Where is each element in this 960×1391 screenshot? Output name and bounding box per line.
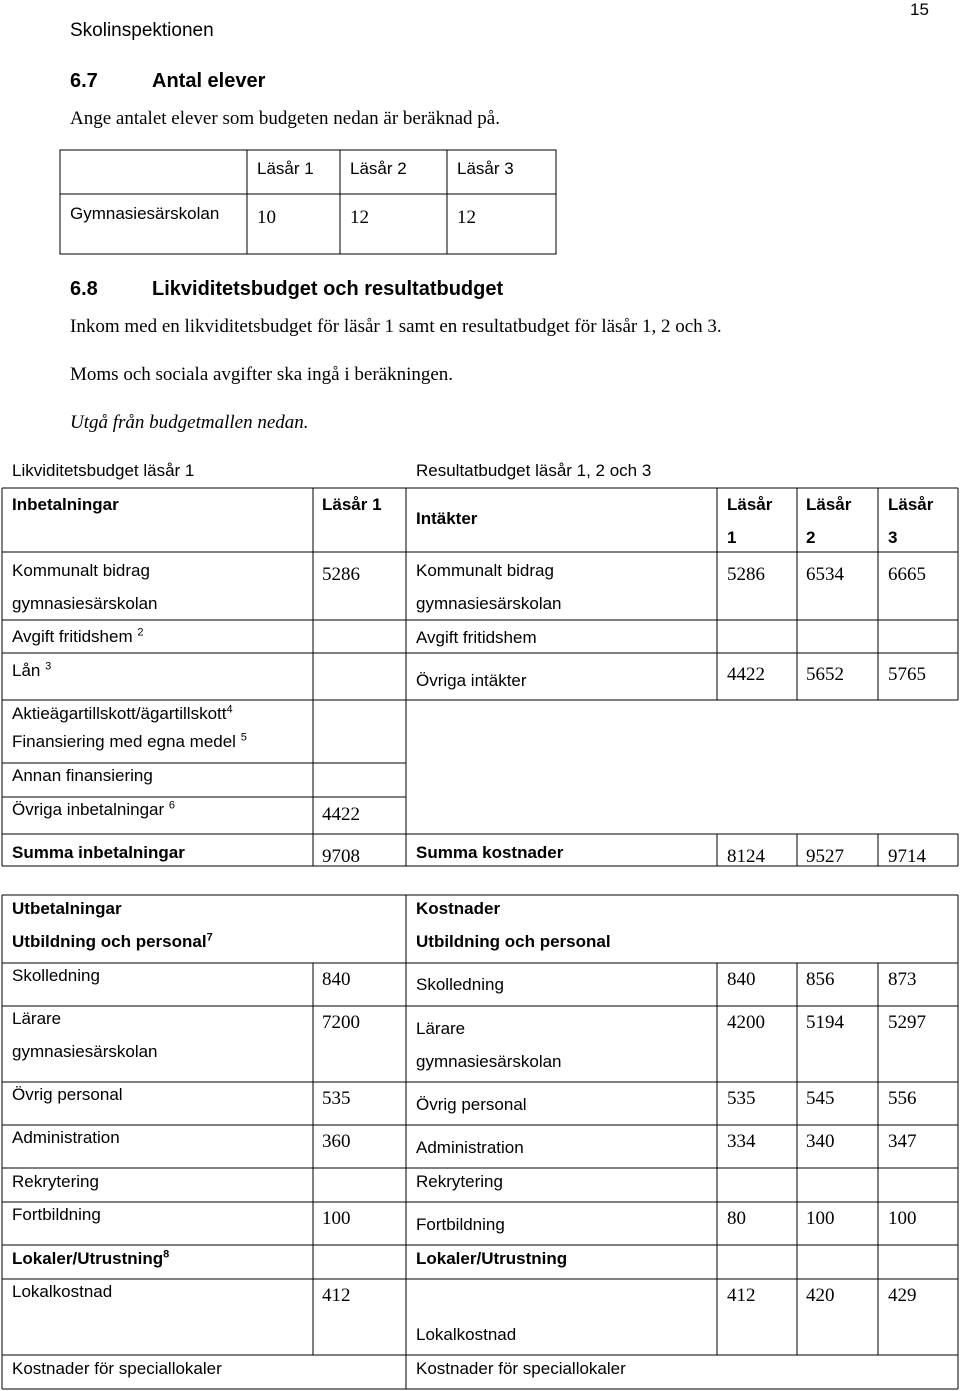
speciallokaler-label: Kostnader för speciallokaler — [12, 1359, 222, 1378]
res-ovriga-intakter-l3: 5765 — [888, 664, 926, 685]
ovriga-inbetalningar-value: 4422 — [322, 804, 360, 825]
kost-ovrig-personal-l3: 556 — [888, 1088, 917, 1109]
lokalkostnad-value: 412 — [322, 1285, 351, 1306]
label-text: Övriga inbetalningar — [12, 800, 165, 819]
section-6-8-paragraph-3: Utgå från budgetmallen nedan. — [70, 412, 309, 433]
kost-lokalkostnad-l2: 420 — [806, 1285, 835, 1306]
kost-administration-l1: 334 — [727, 1131, 756, 1152]
res-col-1-header-num: 1 — [727, 528, 737, 547]
administration-value: 360 — [322, 1131, 351, 1152]
col-header-lasar-3: Läsår 3 — [457, 159, 514, 178]
res-col-2-header-num: 2 — [806, 528, 816, 547]
utbildning-personal-header — [12, 925, 213, 958]
section-6-8-heading — [70, 278, 503, 301]
finansiering-egna-medel-label — [12, 725, 247, 758]
kost-fortbildning-l1: 80 — [727, 1208, 746, 1229]
summa-inbetalningar-value: 9708 — [322, 846, 360, 867]
label-text: Finansiering med egna medel — [12, 732, 236, 751]
avgift-fritidshem-label — [12, 620, 143, 653]
section-6-7-text: Ange antalet elever som budgeten nedan är beräknad på. — [70, 108, 500, 129]
kost-administration-l2: 340 — [806, 1131, 835, 1152]
summa-kostnader-label: Summa kostnader — [416, 843, 564, 862]
kost-administration-label: Administration — [416, 1138, 524, 1157]
larare-value: 7200 — [322, 1012, 360, 1033]
kost-ovrig-personal-l1: 535 — [727, 1088, 756, 1109]
kost-fortbildning-l2: 100 — [806, 1208, 835, 1229]
kost-utbildning-personal-header: Utbildning och personal — [416, 932, 611, 951]
label-text: Utbildning och personal — [12, 932, 207, 951]
section-number: 6.7 — [70, 70, 98, 92]
administration-label: Administration — [12, 1128, 120, 1147]
footnote-ref: 8 — [163, 1248, 170, 1261]
value-lasar-1: 10 — [257, 207, 276, 228]
kommunalt-bidrag-label-line2: gymnasiesärskolan — [12, 594, 158, 613]
kost-administration-l3: 347 — [888, 1131, 917, 1152]
res-ovriga-intakter-l2: 5652 — [806, 664, 844, 685]
larare-label-line2: gymnasiesärskolan — [12, 1042, 158, 1061]
label-text: Aktieägartillskott/ägartillskott — [12, 704, 227, 723]
likviditetsbudget-title: Likviditetsbudget läsår 1 — [12, 461, 195, 480]
kost-skolledning-l1: 840 — [727, 969, 756, 990]
kost-ovrig-personal-label: Övrig personal — [416, 1095, 527, 1114]
kommunalt-bidrag-value: 5286 — [322, 564, 360, 585]
rekrytering-label: Rekrytering — [12, 1172, 99, 1191]
kost-lokaler-utrustning-header: Lokaler/Utrustning — [416, 1249, 568, 1268]
kost-fortbildning-l3: 100 — [888, 1208, 917, 1229]
kostnader-header: Kostnader — [416, 899, 501, 918]
footnote-ref: 2 — [137, 626, 144, 639]
kost-larare-l1: 4200 — [727, 1012, 765, 1033]
kost-larare-label: Lärare — [416, 1019, 466, 1038]
kost-ovrig-personal-l2: 545 — [806, 1088, 835, 1109]
res-kommunalt-bidrag-l3: 6665 — [888, 564, 926, 585]
section-number: 6.8 — [70, 278, 98, 300]
kost-lokalkostnad-label: Lokalkostnad — [416, 1325, 517, 1344]
section-title: Antal elever — [152, 70, 266, 92]
lasar-1-header: Läsår 1 — [322, 495, 382, 514]
footnote-ref: 5 — [240, 731, 247, 744]
label-text: Lån — [12, 661, 41, 680]
inbetalningar-header: Inbetalningar — [12, 495, 119, 514]
kost-lokalkostnad-l3: 429 — [888, 1285, 917, 1306]
resultatbudget-title: Resultatbudget läsår 1, 2 och 3 — [416, 461, 652, 480]
annan-finansiering-label: Annan finansiering — [12, 766, 153, 785]
label-text: Avgift fritidshem — [12, 627, 133, 646]
res-kommunalt-bidrag-l1: 5286 — [727, 564, 765, 585]
fortbildning-label: Fortbildning — [12, 1205, 101, 1224]
kost-skolledning-label: Skolledning — [416, 975, 504, 994]
col-header-lasar-1: Läsår 1 — [257, 159, 314, 178]
section-title: Likviditetsbudget och resultatbudget — [152, 278, 504, 300]
lan-label — [12, 654, 51, 687]
res-ovriga-intakter-l1: 4422 — [727, 664, 765, 685]
lokaler-utrustning-header — [12, 1242, 169, 1275]
col-header-lasar-2: Läsår 2 — [350, 159, 407, 178]
kost-larare-l2: 5194 — [806, 1012, 844, 1033]
larare-label: Lärare — [12, 1009, 62, 1028]
section-6-8-paragraph-1: Inkom med en likviditetsbudget för läsår 1 samt en resultatbudget för läsår 1, 2 och 3. — [70, 316, 722, 337]
skolledning-value: 840 — [322, 969, 351, 990]
fortbildning-value: 100 — [322, 1208, 351, 1229]
ovrig-personal-label: Övrig personal — [12, 1085, 123, 1104]
skolledning-label: Skolledning — [12, 966, 100, 985]
res-col-3-header: Läsår — [888, 495, 934, 514]
kommunalt-bidrag-label: Kommunalt bidrag — [12, 561, 150, 580]
footnote-ref: 7 — [206, 931, 213, 944]
kost-speciallokaler-label: Kostnader för speciallokaler — [416, 1359, 626, 1378]
value-lasar-2: 12 — [350, 207, 369, 228]
summa-kostnader-l1: 8124 — [727, 846, 765, 867]
ovrig-personal-value: 535 — [322, 1088, 351, 1109]
kost-fortbildning-label: Fortbildning — [416, 1215, 505, 1234]
kost-lokalkostnad-l1: 412 — [727, 1285, 756, 1306]
kost-larare-label-line2: gymnasiesärskolan — [416, 1052, 562, 1071]
res-col-3-header-num: 3 — [888, 528, 898, 547]
kost-skolledning-l3: 873 — [888, 969, 917, 990]
footnote-ref: 4 — [226, 703, 233, 716]
value-lasar-3: 12 — [457, 207, 476, 228]
kost-skolledning-l2: 856 — [806, 969, 835, 990]
page-number: 15 — [910, 0, 929, 19]
row-label-gymnasiesarskolan: Gymnasiesärskolan — [70, 204, 220, 223]
utbetalningar-header: Utbetalningar — [12, 899, 122, 918]
summa-kostnader-l3: 9714 — [888, 846, 926, 867]
res-col-2-header: Läsår — [806, 495, 852, 514]
kost-larare-l3: 5297 — [888, 1012, 926, 1033]
kost-rekrytering-label: Rekrytering — [416, 1172, 503, 1191]
res-kommunalt-bidrag-label-line2: gymnasiesärskolan — [416, 594, 562, 613]
section-6-8-paragraph-2: Moms och sociala avgifter ska ingå i beräkningen. — [70, 364, 454, 385]
res-ovriga-intakter-label: Övriga intäkter — [416, 671, 527, 690]
res-kommunalt-bidrag-label: Kommunalt bidrag — [416, 561, 554, 580]
summa-inbetalningar-label: Summa inbetalningar — [12, 843, 185, 862]
org-name: Skolinspektionen — [70, 20, 214, 41]
summa-kostnader-l2: 9527 — [806, 846, 844, 867]
res-avgift-fritidshem-label: Avgift fritidshem — [416, 628, 537, 647]
label-text: Lokaler/Utrustning — [12, 1249, 164, 1268]
lokalkostnad-label: Lokalkostnad — [12, 1282, 113, 1301]
intakter-header: Intäkter — [416, 509, 478, 528]
res-kommunalt-bidrag-l2: 6534 — [806, 564, 844, 585]
ovriga-inbetalningar-label — [12, 793, 175, 826]
footnote-ref: 6 — [168, 799, 176, 812]
footnote-ref: 3 — [45, 660, 52, 673]
res-col-1-header: Läsår — [727, 495, 773, 514]
